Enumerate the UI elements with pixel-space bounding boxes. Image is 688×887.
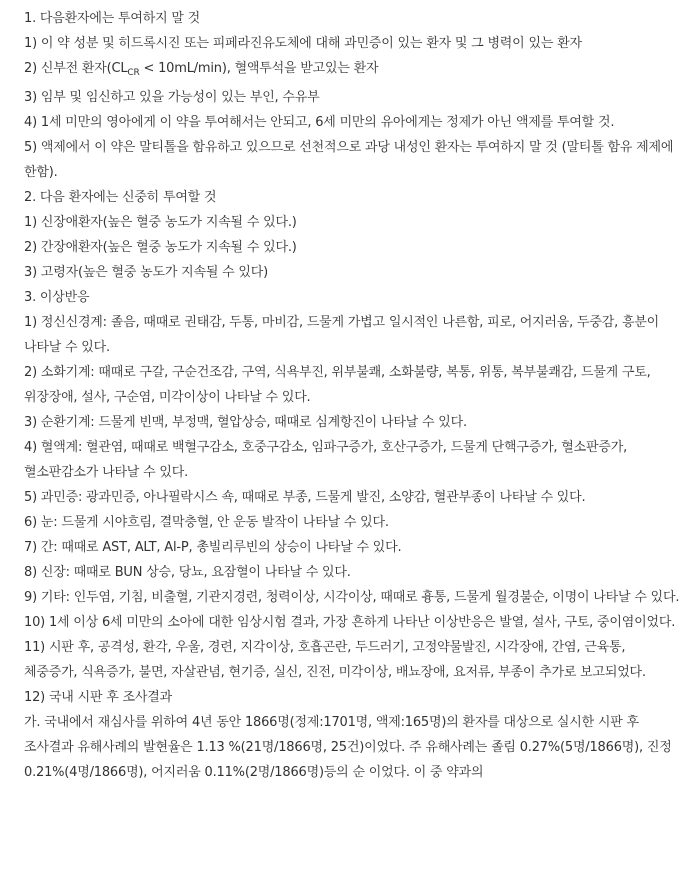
section-1-item-2-prefix: 2) 신부전 환자(CL	[24, 61, 128, 76]
section-3-item-10: 10) 1세 이상 6세 미만의 소아에 대한 임상시험 결과, 가장 흔하게 나타난 이상반응은 발열, 설사, 구토, 중이염이었다.	[24, 615, 676, 630]
section-3-item-11: 11) 시판 후, 공격성, 환각, 우울, 경련, 지각이상, 호흡곤란, 두드러기, 고정약물발진, 시각장애, 간염, 근육통, 체중증가, 식욕증가, 불면, 자살관념, 현기증, 실신, 진전, 미각이상, 배뇨장애, 요저류, 부종이 추가로 보고되었다.	[24, 640, 646, 680]
section-2-item-1: 1) 신장애환자(높은 혈중 농도가 지속될 수 있다.)	[24, 215, 297, 230]
section-1-item-2	[24, 56, 682, 81]
section-3-item-7: 7) 간: 때때로 AST, ALT, Al-P, 총빌리루빈의 상승이 나타날 수 있다.	[24, 540, 402, 555]
section-1-item-5: 5) 액제에서 이 약은 말티톨을 함유하고 있으므로 선천적으로 과당 내성인 환자는 투여하지 말 것 (말티톨 함유 제제에 한함).	[24, 140, 674, 180]
section-3-item-5: 5) 과민증: 광과민증, 아나필락시스 쇽, 때때로 부종, 드물게 발진, 소양감, 혈관부종이 나타날 수 있다.	[24, 490, 586, 505]
section-3-item-8: 8) 신장: 때때로 BUN 상승, 당뇨, 요잠혈이 나타날 수 있다.	[24, 565, 351, 580]
section-3-item-6: 6) 눈: 드물게 시야흐림, 결막충혈, 안 운동 발작이 나타날 수 있다.	[24, 515, 389, 530]
section-1-heading: 1. 다음환자에는 투여하지 말 것	[24, 11, 201, 26]
section-3-item-3: 3) 순환기계: 드물게 빈맥, 부정맥, 혈압상승, 때때로 심계항진이 나타날 수 있다.	[24, 415, 467, 430]
document-body	[0, 6, 682, 785]
section-3-item-12: 12) 국내 시판 후 조사결과	[24, 690, 172, 705]
section-1-item-2-suffix: < 10mL/min), 혈액투석을 받고있는 환자	[139, 61, 379, 76]
section-1-item-1: 1) 이 약 성분 및 히드록시진 또는 피페라진유도체에 대해 과민증이 있는 환자 및 그 병력이 있는 환자	[24, 36, 582, 51]
section-2-item-3: 3) 고령자(높은 혈중 농도가 지속될 수 있다)	[24, 265, 269, 280]
section-1-item-3: 3) 임부 및 임신하고 있을 가능성이 있는 부인, 수유부	[24, 90, 320, 105]
section-3-item-9: 9) 기타: 인두염, 기침, 비출혈, 기관지경련, 청력이상, 시각이상, 때때로 흉통, 드물게 월경불순, 이명이 나타날 수 있다.	[24, 590, 680, 605]
section-3-item-1: 1) 정신신경계: 졸음, 때때로 권태감, 두통, 마비감, 드물게 가볍고 일시적인 나른함, 피로, 어지러움, 두중감, 흥분이 나타날 수 있다.	[24, 315, 660, 355]
section-3-item-4: 4) 혈액계: 혈관염, 때때로 백혈구감소, 호중구감소, 임파구증가, 호산구증가, 드물게 단핵구증가, 혈소판증가, 혈소판감소가 나타날 수 있다.	[24, 440, 628, 480]
section-3-item-2: 2) 소화기계: 때때로 구갈, 구순건조감, 구역, 식욕부진, 위부불쾌, 소화불량, 복통, 위통, 복부불쾌감, 드물게 구토, 위장장애, 설사, 구순염, 미각이상이 나타날 수 있다.	[24, 365, 651, 405]
section-1-item-4: 4) 1세 미만의 영아에게 이 약을 투여해서는 안되고, 6세 미만의 유아에게는 정제가 아닌 액제를 투여할 것.	[24, 115, 615, 130]
section-3-heading: 3. 이상반응	[24, 290, 90, 305]
section-3-item-12-ga: 가. 국내에서 재심사를 위하여 4년 동안 1866명(정제:1701명, 액제:165명)의 환자를 대상으로 실시한 시판 후 조사결과 유해사례의 발현율은 1.13 %(21명/1866명, 25건)이었다. 주 유해사례는 졸림 0.27%(5명/1866명), 진정 0.21%(4명/1866명), 어지러움 0.11%(2명/1866명)등의 순 이었다. 이 중 약과의	[24, 715, 672, 780]
section-1-item-2-subscript: CR	[127, 68, 140, 78]
section-2-heading: 2. 다음 환자에는 신중히 투여할 것	[24, 190, 217, 205]
section-2-item-2: 2) 간장애환자(높은 혈중 농도가 지속될 수 있다.)	[24, 240, 297, 255]
